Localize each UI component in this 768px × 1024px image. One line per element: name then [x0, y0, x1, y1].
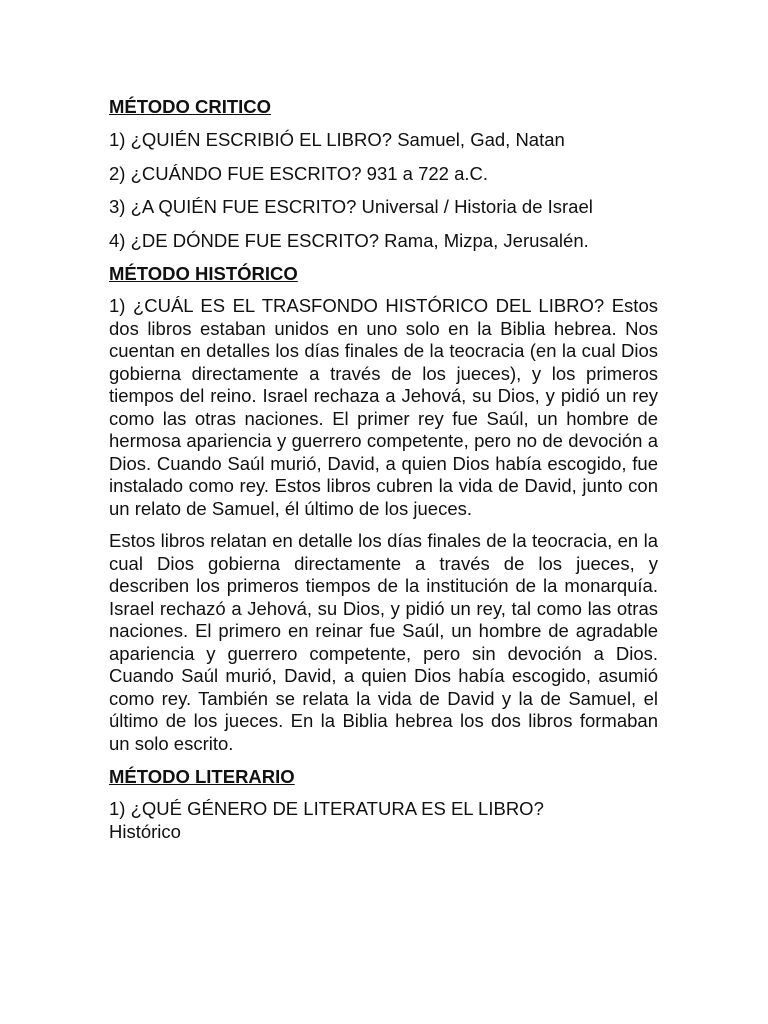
literario-answer: Histórico — [109, 820, 181, 842]
critico-item-1: 1) ¿QUIÉN ESCRIBIÓ EL LIBRO? Samuel, Gad, Natan — [109, 129, 565, 150]
historico-paragraph-2: Estos libros relatan en detalle los días finales de la teocracia, en la cual Dios gobierna directamente a través de los jueces, y describen los primeros tiempos de la institución de la monarquía. Israel rechazó a Jehová, su Dios, y pidió un rey, tal como las otras naciones. El primero en reinar fue Saúl, un hombre de agradable apariencia y guerrero competente, pero sin devoción a Dios. Cuando Saúl murió, David, a quien Dios había escogido, asumió como rey. También se relata la vida de David y la de Samuel, el último de los jueces. En la Biblia hebrea los dos libros formaban un solo escrito. — [109, 530, 658, 754]
heading-metodo-historico: MÉTODO HISTÓRICO — [109, 263, 298, 284]
critico-item-2: 2) ¿CUÁNDO FUE ESCRITO? 931 a 722 a.C. — [109, 162, 489, 184]
literario-question: 1) ¿QUÉ GÉNERO DE LITERATURA ES EL LIBRO? — [109, 798, 544, 819]
critico-item-4: 4) ¿DE DÓNDE FUE ESCRITO? Rama, Mizpa, Jerusalén. — [109, 229, 589, 251]
document-page — [109, 95, 658, 843]
heading-metodo-literario: MÉTODO LITERARIO — [109, 766, 295, 787]
literario-question-block — [109, 798, 658, 843]
heading-metodo-critico: MÉTODO CRITICO — [109, 96, 272, 117]
historico-paragraph-1: 1) ¿CUÁL ES EL TRASFONDO HISTÓRICO DEL LIBRO? Estos dos libros estaban unidos en uno solo en la Biblia hebrea. Nos cuentan en detalles los días finales de la teocracia (en la cual Dios gobierna directamente a través de los jueces), y los primeros tiempos del reino. Israel rechaza a Jehová, su Dios, y pidió un rey como las otras naciones. El primer rey fue Saúl, un hombre de hermosa apariencia y guerrero competente, pero no de devoción a Dios. Cuando Saúl murió, David, a quien Dios había escogido, fue instalado como rey. Estos libros cubren la vida de David, junto con un relato de Samuel, él último de los jueces. — [109, 295, 658, 519]
critico-item-3: 3) ¿A QUIÉN FUE ESCRITO? Universal / Historia de Israel — [109, 196, 593, 217]
